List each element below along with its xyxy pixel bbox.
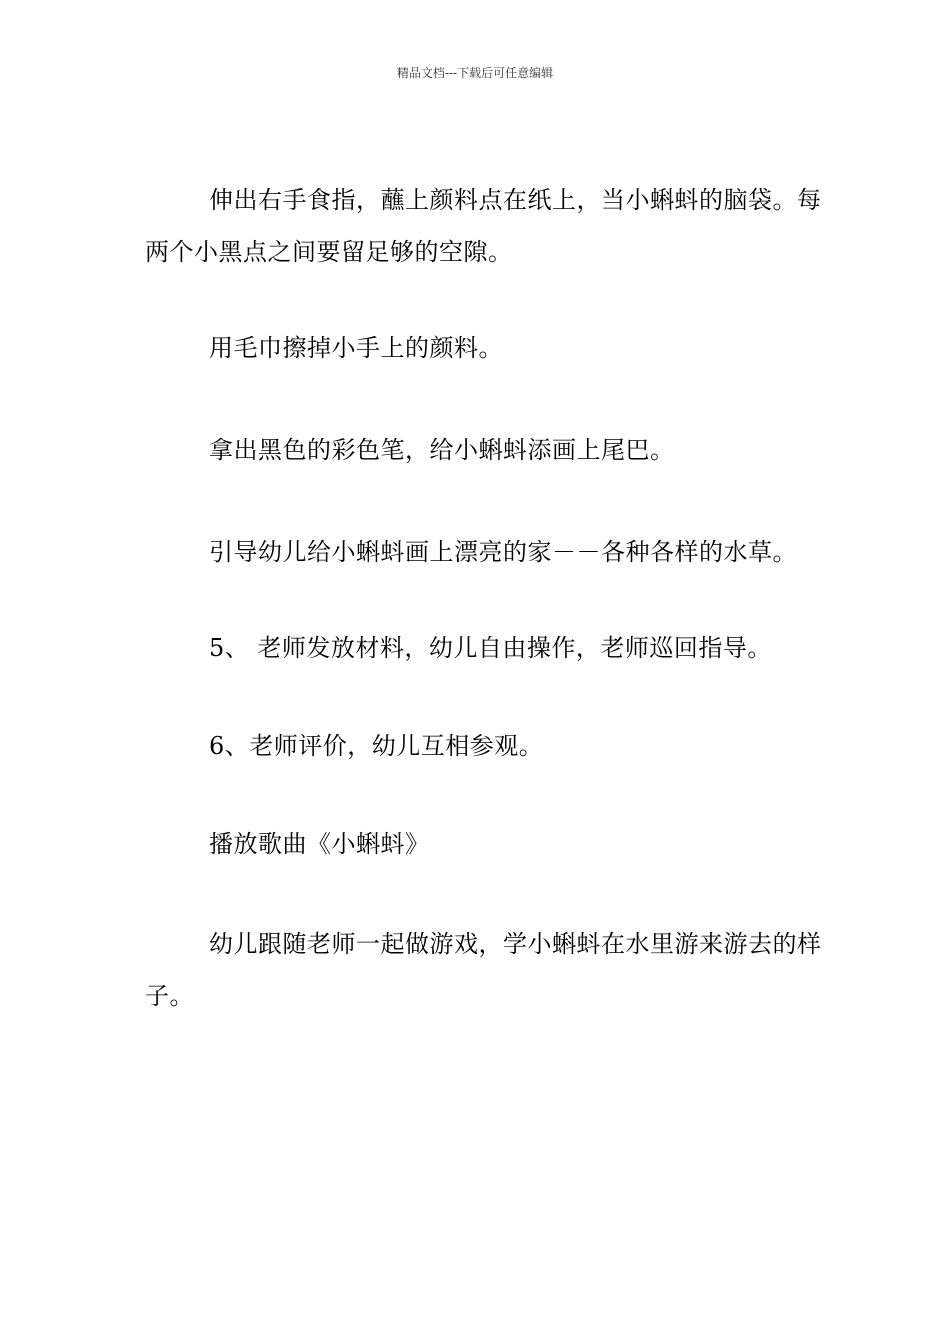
paragraph-wipe-hands: 用毛巾擦掉小手上的颜料。 — [209, 334, 503, 362]
page-header: 精品文档---下载后可任意编辑 — [396, 66, 554, 80]
paragraph-draw-waterweeds: 引导幼儿给小蝌蚪画上漂亮的家－－各种各样的水草。 — [209, 538, 797, 566]
paragraph-draw-tail: 拿出黑色的彩色笔，给小蝌蚪添画上尾巴。 — [209, 436, 675, 464]
paragraph-step-5: 5、 老师发放材料，幼儿自由操作，老师巡回指导。 — [209, 634, 772, 662]
paragraph-game: 幼儿跟随老师一起做游戏，学小蝌蚪在水里游来游去的样子。 — [145, 930, 822, 1010]
paragraph-step-6: 6、老师评价，幼儿互相参观。 — [209, 732, 544, 760]
paragraph-play-song: 播放歌曲《小蝌蚪》 — [209, 830, 430, 858]
paragraph-dip-finger: 伸出右手食指，蘸上颜料点在纸上，当小蝌蚪的脑袋。每两个小黑点之间要留足够的空隙。 — [145, 186, 822, 266]
